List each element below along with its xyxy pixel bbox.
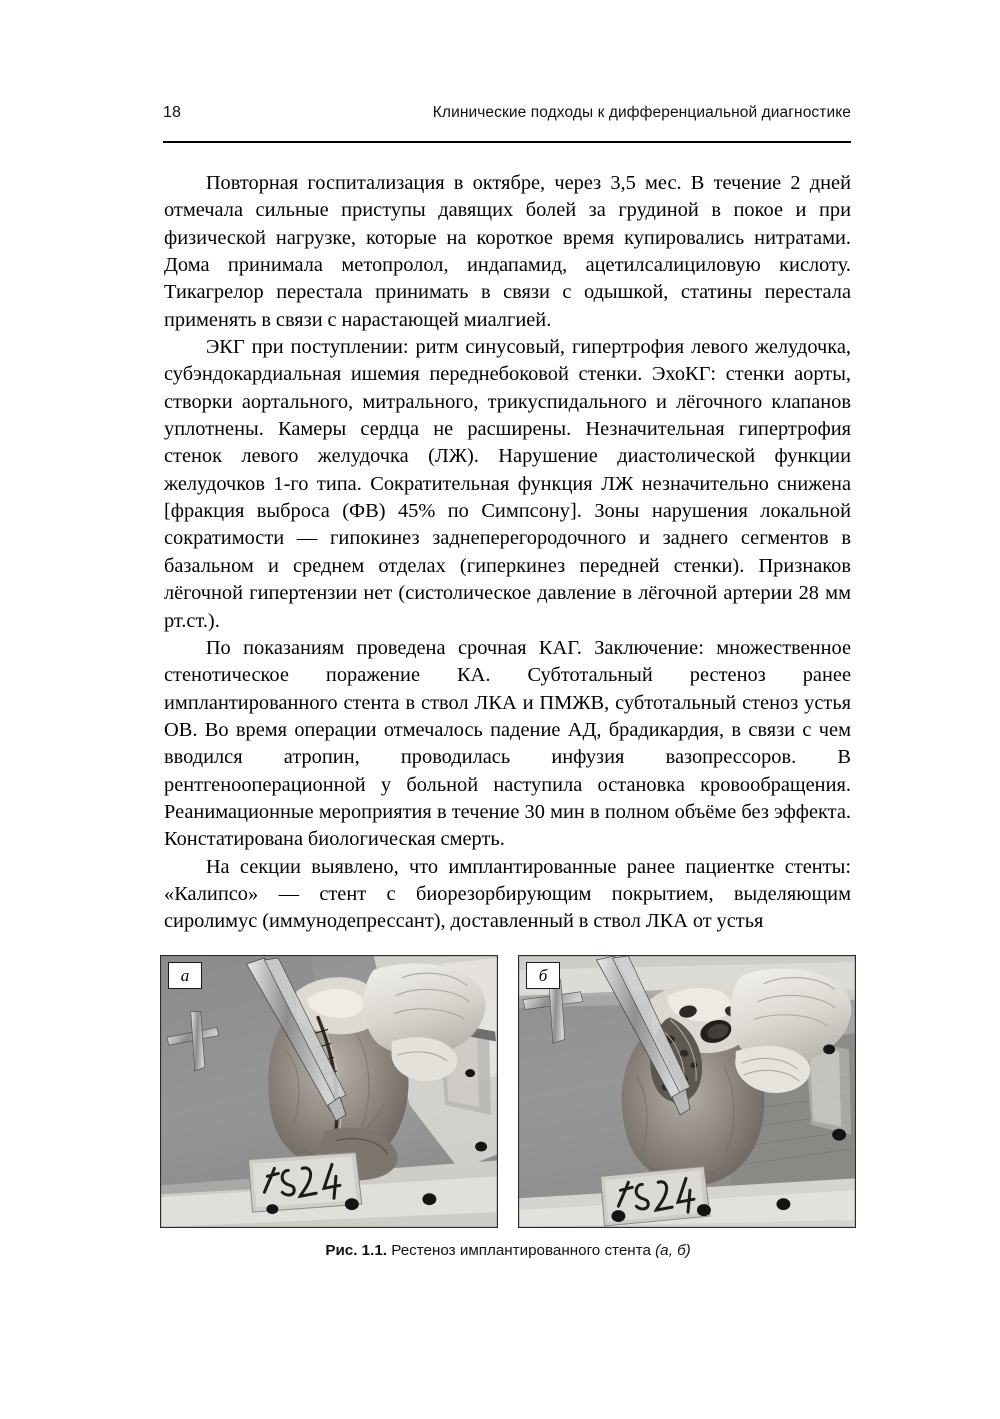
figure-panel-b [518, 955, 856, 1228]
figure-caption-panels: (а, б) [655, 1242, 691, 1259]
paragraph-2: ЭКГ при поступлении: ритм синусовый, гипертрофия левого желудочка, субэндокардиальная ишемия переднебоковой стенки. ЭхоКГ: стенки аорты, створки аортального, митрального, трикуспидального и лёгочного клапанов уплотнены. Камеры сердца не расширены. Незначительная гипертрофия стенок левого желудочка (ЛЖ). Нарушение диастолической функции желудочков 1-го типа. Сократительная функция ЛЖ незначительно снижена [фракция выброса (ФВ) 45% по Симпсону]. Зоны нарушения локальной сократимости — гипокинез заднеперегородочного и заднего сегментов в базальном и среднем отделах (гиперкинез передней стенки). Признаков лёгочной гипертензии нет (систолическое давление в лёгочной артерии 28 мм рт.ст.). [164, 336, 851, 632]
paragraph-1: Повторная госпитализация в октябре, через 3,5 мес. В течение 2 дней отмечала сильные приступы давящих болей за грудиной в покое и при физической нагрузке, которые на короткое время купировались нитратами. Дома принимала метопролол, индапамид, ацетилсалициловую кислоту. Тикагрелор перестала принимать в связи с одышкой, статины перестала применять в связи с нарастающей миалгией. [164, 172, 851, 331]
paragraph-4: На секции выявлено, что имплантированные ранее пациентке стенты: «Калипсо» — стент с биорезорбирующим покрытием, выделяющим сиролимус (иммунодепрессант), доставленный в ствол ЛКА от устья [164, 855, 851, 933]
body-text [164, 170, 851, 936]
figure-1-1 [160, 955, 856, 1261]
panel-label-b: б [526, 962, 560, 989]
autopsy-photo-a [161, 956, 497, 1227]
figure-caption-number: Рис. 1.1. [325, 1242, 388, 1259]
figure-panels [160, 955, 856, 1228]
running-head [163, 104, 851, 130]
specimen-tag-a [248, 1153, 361, 1213]
figure-caption [160, 1241, 856, 1261]
paragraph-3: По показаниям проведена срочная КАГ. Заключение: множественное стенотическое поражение КА. Субтотальный рестеноз ранее имплантированного стента в ствол ЛКА и ПМЖВ, субтотальный стеноз устья ОВ. Во время операции отмечалось падение АД, брадикардия, в связи с чем вводился атропин, проводилась инфузия вазопрессоров. В рентгенооперационной у больной наступила остановка кровообращения. Реанимационные мероприятия в течение 30 мин в полном объёме без эффекта. Констатирована биологическая смерть. [164, 636, 851, 851]
page-number: 18 [163, 104, 181, 121]
running-title: Клинические подходы к дифференциальной диагностике [432, 104, 851, 121]
autopsy-photo-b [519, 956, 855, 1227]
figure-panel-a [160, 955, 498, 1228]
panel-label-a: а [168, 962, 202, 989]
header-rule [163, 141, 851, 143]
figure-caption-text: Рестеноз имплантированного стента [391, 1242, 651, 1259]
